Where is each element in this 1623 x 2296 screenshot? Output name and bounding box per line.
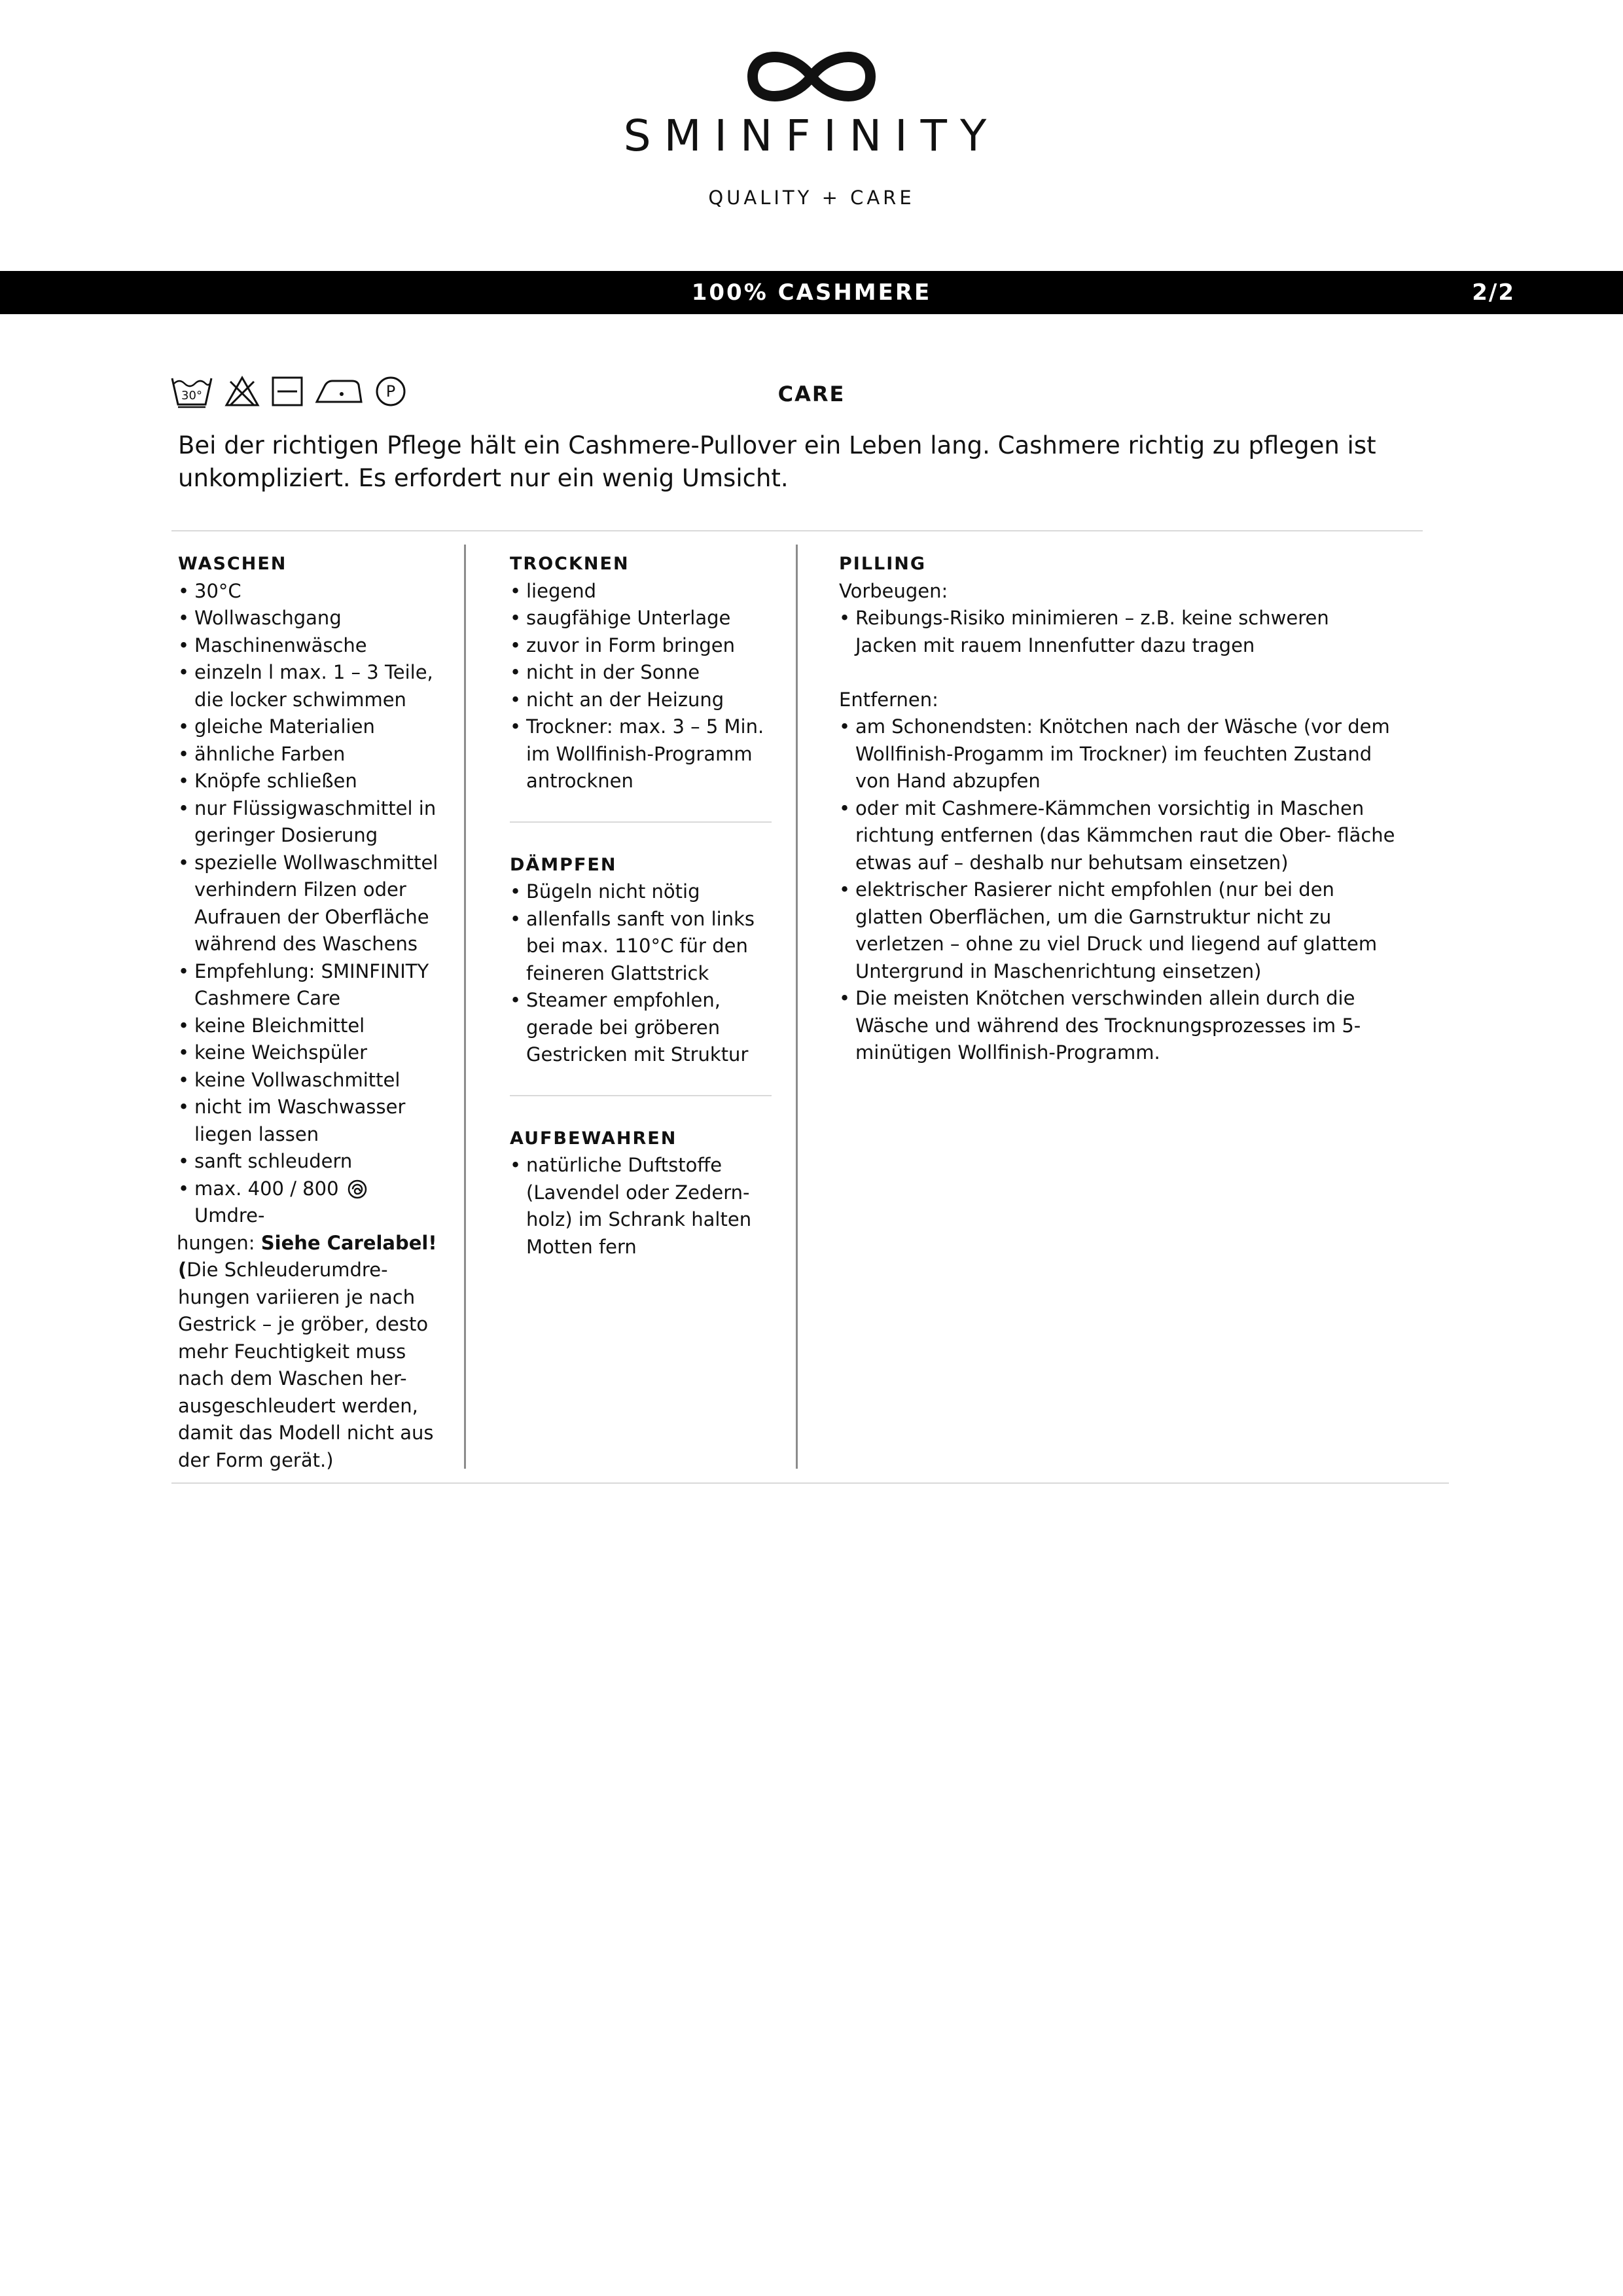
trocknen-item: • nicht in der Sonne	[510, 659, 778, 687]
trocknen-title: TROCKNEN	[510, 554, 630, 574]
waschen-item: • Wollwaschgang	[178, 605, 440, 632]
pilling-gap	[839, 659, 1395, 687]
pilling-title: PILLING	[839, 554, 927, 574]
entfernen-item: • Die meisten Knötchen verschwinden allein durch die Wäsche und während des Trocknungsprozesses im 5-minütigen Wollfinish-Programm.	[839, 985, 1395, 1067]
waschen-item: • einzeln l max. 1 – 3 Teile, die locker schwimmen	[178, 659, 440, 713]
spin-note-paren: (	[178, 1259, 187, 1281]
waschen-item: • Empfehlung: SMINFINITY Cashmere Care	[178, 958, 440, 1013]
column-divider-1	[464, 545, 466, 1469]
bottom-divider	[171, 1482, 1449, 1484]
waschen-item: • gleiche Materialien	[178, 713, 440, 741]
entfernen-item: • am Schonendsten: Knötchen nach der Wäsche (vor dem Wollfinish-Progamm im Trockner) im feuchten Zustand von Hand abzupfen	[839, 713, 1395, 795]
spin-item	[178, 1175, 440, 1230]
top-divider	[171, 530, 1423, 531]
waschen-item: • spezielle Wollwaschmittel verhindern Filzen oder Aufrauen der Oberfläche während des Waschens	[178, 850, 440, 958]
tagline: QUALITY + CARE	[708, 187, 915, 209]
title-bar	[0, 271, 1623, 314]
spin-note	[178, 1257, 437, 1474]
spin-text-b: Umdre-	[194, 1204, 265, 1227]
care-intro: Bei der richtigen Pflege hält ein Cashmere-Pullover ein Leben lang. Cashmere richtig zu pflegen ist unkompliziert. Es erfordert nur ein wenig Umsicht.	[178, 431, 1376, 492]
aufbewahren-title: AUFBEWAHREN	[510, 1128, 677, 1149]
spin-text-c: hungen:	[177, 1231, 255, 1254]
aufbewahren-item: • natürliche Duftstoffe (Lavendel oder Zedern- holz) im Schrank halten Motten fern	[510, 1152, 778, 1261]
middle-column	[510, 550, 778, 1261]
vorbeugen-list	[839, 605, 1395, 659]
daempfen-list	[510, 878, 778, 1069]
vorbeugen-label: Vorbeugen:	[839, 579, 948, 602]
entfernen-item: • elektrischer Rasierer nicht empfohlen (nur bei den glatten Oberflächen, um die Garnstruktur nicht zu verletzen – ohne zu viel Druck und liegend auf glattem Untergrund in Maschenrichtung einsetzen)	[839, 876, 1395, 985]
daempfen-item: • Bügeln nicht nötig	[510, 878, 778, 906]
spin-item-cont	[177, 1230, 440, 1257]
waschen-item: • nicht im Waschwasser liegen lassen	[178, 1094, 440, 1148]
trocknen-item: • zuvor in Form bringen	[510, 632, 778, 660]
waschen-item: • sanft schleudern	[178, 1148, 440, 1175]
entfernen-label: Entfernen:	[839, 688, 938, 711]
spin-icon	[348, 1179, 367, 1199]
spin-text-a: max. 400 / 800	[194, 1177, 339, 1200]
carelabel-hint: Siehe Carelabel!	[260, 1231, 437, 1254]
logo	[0, 47, 1623, 106]
vorbeugen-item: • Reibungs-Risiko minimieren – z.B. keine schweren Jacken mit rauem Innenfutter dazu tragen	[839, 605, 1395, 659]
waschen-item: • Knöpfe schließen	[178, 768, 440, 795]
pilling-section	[839, 550, 1395, 1067]
daempfen-item: • Steamer empfohlen, gerade bei gröberen Gestricken mit Struktur	[510, 987, 778, 1069]
waschen-item: • nur Flüssigwaschmittel in geringer Dosierung	[178, 795, 440, 850]
waschen-title: WASCHEN	[178, 554, 287, 574]
waschen-item: • 30°C	[178, 578, 440, 605]
waschen-item: • keine Weichspüler	[178, 1039, 440, 1067]
column-divider-2	[796, 545, 798, 1469]
waschen-item: • keine Bleichmittel	[178, 1013, 440, 1040]
svg-text:P: P	[385, 382, 396, 401]
infinity-logo-icon	[740, 47, 883, 106]
waschen-item: • Maschinenwäsche	[178, 632, 440, 660]
trocknen-item: • saugfähige Unterlage	[510, 605, 778, 632]
trocknen-item: • nicht an der Heizung	[510, 687, 778, 714]
waschen-list	[178, 578, 440, 1175]
page-number: 2/2	[1472, 279, 1515, 306]
trocknen-list	[510, 578, 778, 795]
trocknen-item: • liegend	[510, 578, 778, 605]
daempfen-title: DÄMPFEN	[510, 854, 617, 875]
aufbewahren-list	[510, 1152, 778, 1261]
daempfen-divider	[510, 1095, 772, 1096]
svg-text:30°: 30°	[181, 389, 202, 403]
brand-name: SMINFINITY	[623, 111, 1000, 161]
trocknen-item: • Trockner: max. 3 – 5 Min. im Wollfinish-Programm antrocknen	[510, 713, 778, 795]
entfernen-list	[839, 713, 1395, 1067]
daempfen-item: • allenfalls sanft von links bei max. 110°C für den feineren Glattstrick	[510, 906, 778, 988]
waschen-section	[178, 550, 440, 1474]
waschen-item: • keine Vollwaschmittel	[178, 1067, 440, 1094]
waschen-item: • ähnliche Farben	[178, 741, 440, 768]
material-title: 100% CASHMERE	[691, 279, 932, 306]
spin-note-text: Die Schleuderumdre- hungen variieren je nach Gestrick – je gröber, desto mehr Feuchtigkeit muss nach dem Waschen her- ausgeschleudert werden, damit das Modell nicht aus der Form gerät.)	[178, 1259, 434, 1471]
entfernen-item: • oder mit Cashmere-Kämmchen vorsichtig in Maschen richtung entfernen (das Kämmchen raut die Ober- fläche etwas auf – deshalb nur behutsam einsetzen)	[839, 795, 1395, 877]
care-heading: CARE	[777, 382, 846, 406]
trocknen-divider	[510, 821, 772, 823]
